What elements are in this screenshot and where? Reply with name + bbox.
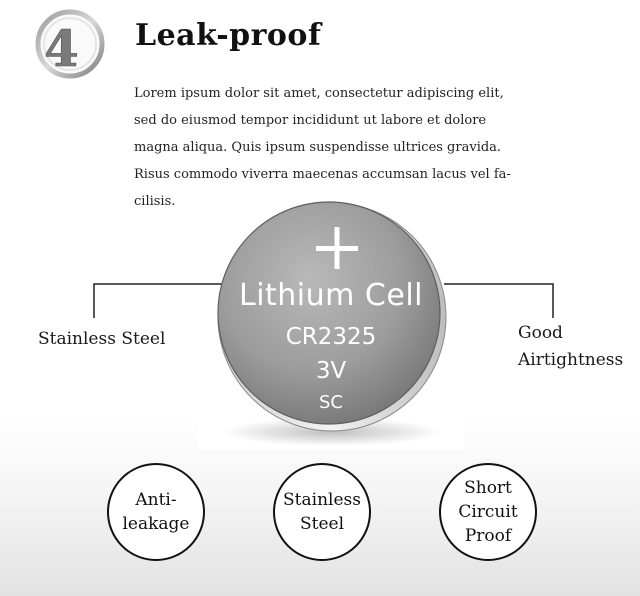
feature-line: Steel — [299, 514, 345, 534]
description-line: magna aliqua. Quis ipsum suspendisse ultrices gravida. — [134, 140, 502, 155]
callout-stainless-steel: Stainless Steel — [38, 329, 166, 349]
battery-voltage: 3V — [315, 358, 347, 384]
feature-line: Proof — [464, 526, 512, 546]
feature-line: leakage — [122, 514, 190, 534]
description-line: cilisis. — [134, 194, 176, 209]
feature-short-circuit-proof — [439, 463, 537, 561]
feature-line: Short — [464, 478, 512, 498]
feature-stainless-steel — [273, 463, 371, 561]
feature-line: Circuit — [458, 502, 518, 522]
coin-battery — [196, 200, 466, 460]
battery-code: SC — [319, 392, 343, 413]
plus-icon-v — [335, 227, 340, 269]
description-line: Risus commodo viverra maecenas accumsan lacus vel fa- — [134, 167, 511, 182]
description-line: Lorem ipsum dolor sit amet, consectetur adipiscing elit, — [134, 86, 504, 101]
feature-line: Stainless — [283, 490, 361, 510]
callout-good-airtightness — [518, 320, 623, 374]
feature-anti-leakage — [107, 463, 205, 561]
battery-label-line1: Lithium Cell — [238, 278, 423, 313]
step-number: 4 — [44, 19, 79, 78]
callout-line: Airtightness — [518, 350, 624, 370]
section-title: Leak-proof — [135, 18, 322, 53]
feature-line: Anti- — [135, 490, 177, 510]
callout-line: Good — [518, 323, 563, 343]
description-line: sed do eiusmod tempor incididunt ut labore et dolore — [134, 113, 487, 128]
battery-face — [218, 202, 440, 424]
battery-model: CR2325 — [285, 324, 377, 350]
